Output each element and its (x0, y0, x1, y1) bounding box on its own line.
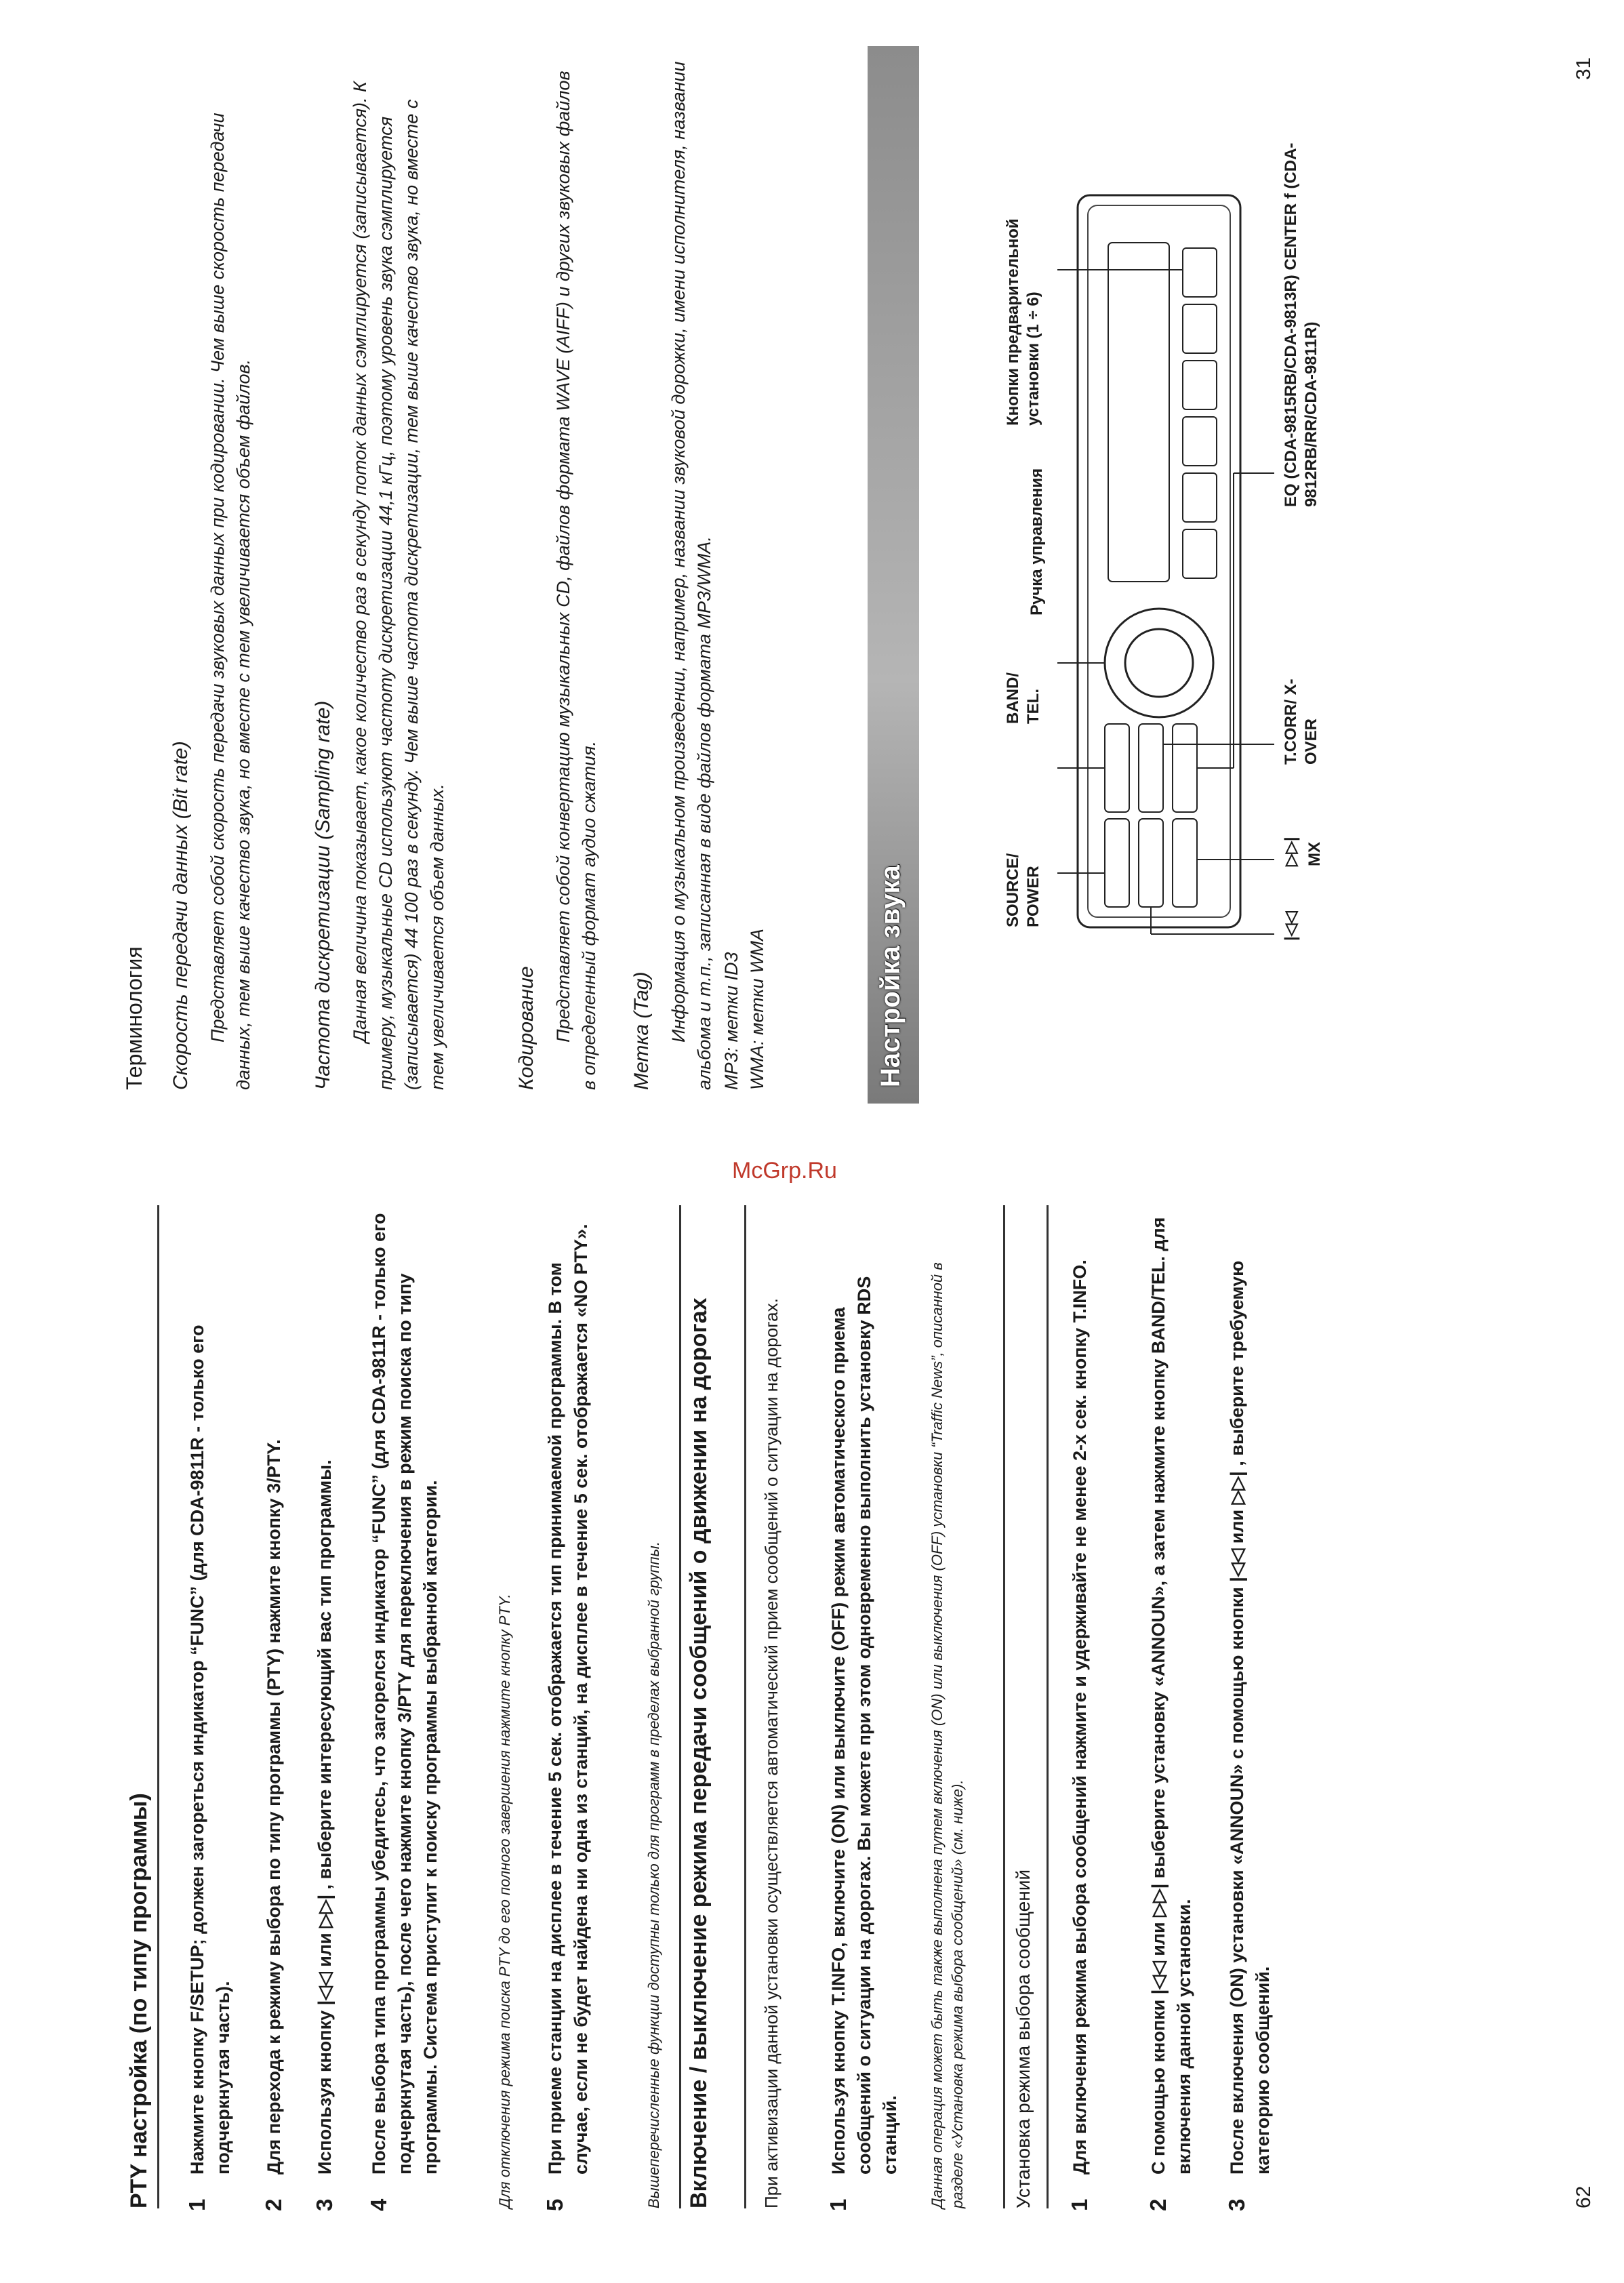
announce-step-1: Для включения режима выбора сообщений нажмите и удерживайте не менее 2-х сек. кнопку T.INFO. (1070, 1259, 1090, 2175)
pty-step-2-num: 2 (261, 2198, 286, 2211)
tag-text: Информация о музыкальном произведении, например, названии звуковой дорожки, имени исполнителя, названии альбома и т.п., записанная в виде файлов формата MP3/WMA. (668, 61, 714, 1090)
announce-rule-bottom (1047, 1205, 1049, 2208)
preset-3 (1183, 417, 1217, 466)
tcorr-button (1139, 724, 1163, 812)
page-31 (0, 46, 1624, 1104)
announce-step-2-num: 2 (1145, 2198, 1171, 2211)
encoding-text: Представляет собой конвертацию музыкальных CD, файлов формата WAVE (AIFF) и других звуковых файлов в определенный формат аудио сжатия. (553, 70, 599, 1090)
pty-step-5-num: 5 (542, 2198, 567, 2211)
encoding-title: Кодирование (515, 966, 537, 1090)
pty-title: PTY настройка (по типу программы) (126, 1793, 152, 2208)
announce-step-1-num: 1 (1067, 2198, 1092, 2211)
label-next: ▷▷| (1282, 836, 1300, 866)
display-window (1108, 243, 1169, 582)
watermark: McGrp.Ru (732, 1158, 837, 1184)
next-button (1173, 819, 1197, 907)
head-unit-diagram (1057, 175, 1274, 948)
traffic-title: Включение / выключение режима передачи сообщений о движении на дорогах (686, 1297, 712, 2208)
note-pty-cancel: Для отключения режима поиска PTY до его полного завершения нажмите кнопку PTY. (496, 1594, 513, 2208)
sound-setup-band (868, 46, 919, 1104)
traffic-rule-top (679, 1205, 681, 2208)
pty-step-1-num: 1 (184, 2198, 209, 2211)
label-knob: Ручка управления (1028, 468, 1046, 615)
page-62 (0, 1192, 1624, 2211)
announce-step-2: С помощью кнопки |◁◁ или ▷▷| выберите установку «ANNOUN», а затем нажмите кнопку BAND/TEL. для включения данной установки. (1148, 1217, 1194, 2175)
label-source-power: SOURCE/ POWER (1004, 853, 1042, 927)
label-eq: EQ (CDA-9815RB/CDA-9813R) CENTER f (CDA-9812RB/RR/CDA-9811R) (1282, 142, 1320, 507)
preset-1 (1183, 529, 1217, 578)
traffic-rule-bottom (744, 1205, 746, 2208)
pty-step-3-num: 3 (312, 2198, 337, 2211)
pty-step-3: Используя кнопку |◁◁ или ▷▷| , выберите интересующий вас тип программы. (314, 1459, 335, 2175)
pty-step-5: При приеме станции на дисплее в течение 5 сек. отображается тип принимаемой программы. В том случае, если не будет найдена ни одна из станций, на дисплее в течение 5 сек. отображается «NO PTY». (545, 1224, 591, 2175)
bitrate-title: Скорость передачи данных (Bit rate) (169, 741, 192, 1090)
eq-button (1173, 724, 1197, 812)
bitrate-text: Представляет собой скорость передачи звуковых данных при кодировании. Чем выше скорость передачи данных, тем выше качество звука, но вместе с тем увеличивается объем файлов. (207, 113, 253, 1090)
announce-rule-top (1003, 1205, 1005, 2208)
label-band-tel: BAND/ TEL. (1004, 672, 1042, 724)
traffic-intro: При активизации данной установки осуществляется автоматический прием сообщений о ситуации на дорогах. (761, 1298, 781, 2208)
pty-step-4: После выбора типа программы убедитесь, что загорелся индикатор “FUNC” (для CDA-9811R - только его подчеркнутая часть), после чего нажмите кнопку 3/PTY для переключения в режим поиска по типу программы. Система приступит к поиску программы выбранной категории. (369, 1213, 441, 2175)
label-prev: |◁◁ (1282, 911, 1300, 941)
announce-title: Установка режима выбора сообщений (1013, 1870, 1034, 2208)
pty-step-1: Нажмите кнопку F/SETUP; должен загореться индикатор “FUNC” (для CDA-9811R - только его подчеркнутая часть). (187, 1325, 233, 2175)
label-tcorr: T.CORR/ X-OVER (1282, 679, 1320, 765)
control-knob-inner (1125, 629, 1193, 697)
sound-setup-title: Настройка звука (876, 865, 906, 1087)
page-number-left: 62 (1572, 2185, 1595, 2208)
page-number-right: 31 (1572, 57, 1595, 80)
pty-step-4-num: 4 (366, 2198, 391, 2211)
preset-2 (1183, 473, 1217, 522)
note-pty-group: Вышеперечисленные функции доступны только для программ в пределах выбранной группы. (645, 1541, 662, 2208)
announce-step-3-num: 3 (1224, 2198, 1249, 2211)
preset-5 (1183, 304, 1217, 353)
band-button (1105, 724, 1129, 812)
pty-step-2: Для перехода к режиму выбора по типу программы (PTY) нажмите кнопку 3/PTY. (264, 1439, 284, 2175)
announce-step-3: После включения (ON) установки «ANNOUN» с помощью кнопки |◁◁ или ▷▷| , выберите требуемую категорию сообщений. (1227, 1260, 1273, 2175)
tag-wma: WMA: метки WMA (747, 929, 767, 1090)
terminology-title: Терминология (122, 946, 146, 1090)
note-traffic-news: Данная операция может быть также выполнена путем включения (ON) или выключения (OFF) установки “Traffic News”, описанной в разделе «Установка режима выбора сообщений» (см. ниже). (929, 1262, 966, 2208)
traffic-step-1-num: 1 (826, 2198, 851, 2211)
prev-button (1139, 819, 1163, 907)
unit-face (1088, 205, 1230, 917)
sampling-text: Данная величина показывает, какое количество раз в секунду поток данных сэмплируется (записывается). К примеру, музыкальные CD используют частоту дискретизации 44,1 кГц, поэтому уровень звука сэмплируется (записывается) 44 100 раз в секунду. Чем выше частота дискретизации, тем выше качество звука, но вместе с тем увеличивается объем данных. (350, 81, 447, 1090)
preset-6 (1183, 248, 1217, 297)
label-mx: MX (1305, 842, 1324, 866)
source-button (1105, 819, 1129, 907)
sampling-title: Частота дискретизации (Sampling rate) (312, 700, 334, 1090)
label-presets: Кнопки предварительной установки (1 ÷ 6) (1004, 218, 1042, 426)
tag-mp3: MP3: метки ID3 (721, 952, 742, 1090)
traffic-step-1: Используя кнопку T.INFO, включите (ON) или выключите (OFF) режим автоматического приема сообщений о ситуации на дорогах. Вы можете при этом одновременно выполнить установку RDS станций. (828, 1276, 900, 2175)
pty-rule (157, 1205, 159, 2208)
control-knob-outer (1105, 609, 1213, 717)
preset-4 (1183, 361, 1217, 409)
tag-title: Метка (Tag) (630, 971, 653, 1090)
